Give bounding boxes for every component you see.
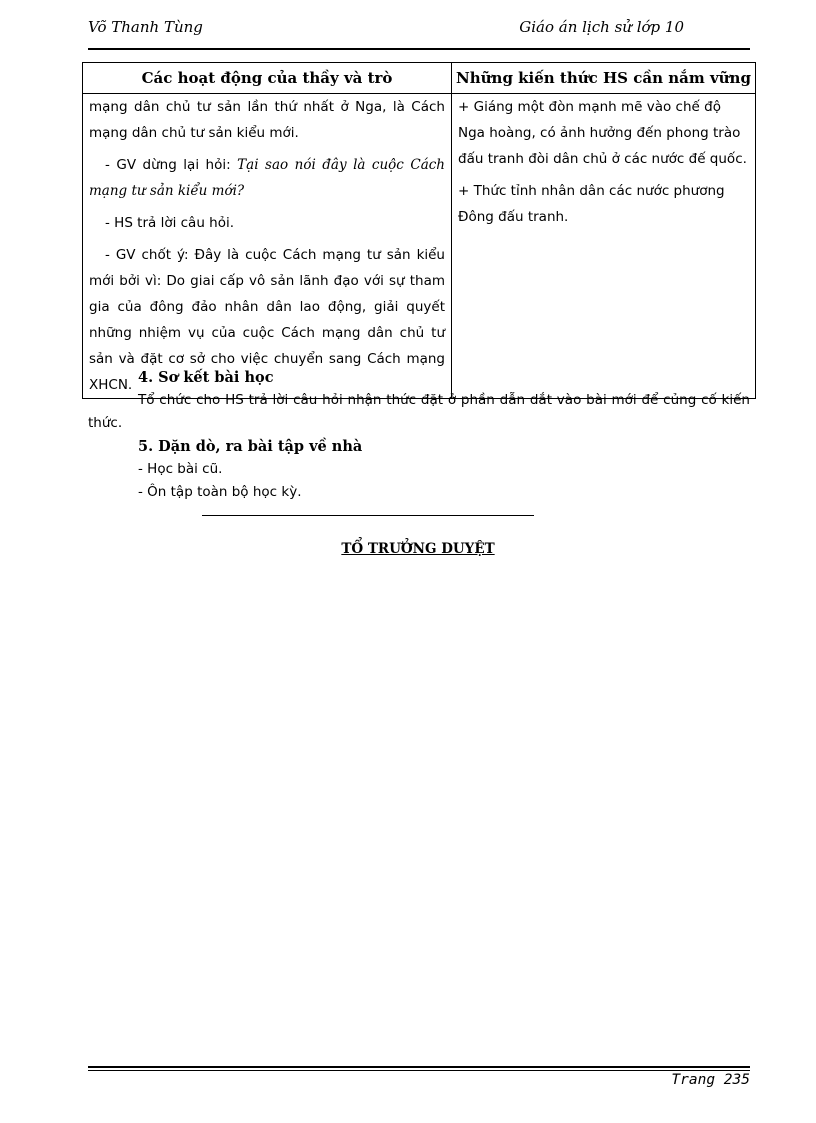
- table-header-row: [83, 63, 756, 94]
- section-4-text: Tổ chức cho HS trả lời câu hỏi nhận thức đặt ở phần dẫn dắt vào bài mới để củng cố kiến thức.: [88, 392, 750, 431]
- knowledge-point-1: + Giáng một đòn mạnh mẽ vào chế độ Nga hoàng, có ảnh hưởng đến phong trào đấu tranh đòi dân chủ ở các nước đế quốc.: [458, 99, 747, 167]
- activities-cell: [83, 94, 452, 399]
- knowledge-cell: [452, 94, 756, 399]
- knowledge-point-2: + Thức tỉnh nhân dân các nước phương Đông đấu tranh.: [458, 183, 725, 225]
- approval-block: [0, 538, 816, 557]
- homework-item-1: - Học bài cũ.: [138, 461, 223, 477]
- lesson-table: [82, 62, 756, 399]
- page-header: [88, 14, 750, 50]
- activity-paragraph-3: - HS trả lời câu hỏi.: [105, 215, 235, 231]
- activity-question: [89, 152, 445, 204]
- question-prefix: - GV dừng lại hỏi:: [105, 157, 238, 173]
- author-name: Võ Thanh Tùng: [88, 18, 203, 36]
- question-text: Tại sao nói đây là cuộc Cách mạng tư sản kiểu mới?: [89, 157, 445, 199]
- document-title: Giáo án lịch sử lớp 10: [519, 18, 684, 36]
- activity-paragraph-4: - GV chốt ý: Đây là cuộc Cách mạng tư sản kiểu mới bởi vì: Do giai cấp vô sản lãnh đạo với sự tham gia của đông đảo nhân dân lao động, giải quyết những nhiệm vụ của cuộc Cách mạng dân chủ tư sản và đặt cơ sở cho việc chuyển sang Cách mạng XHCN.: [89, 247, 445, 393]
- homework-item-2: - Ôn tập toàn bộ học kỳ.: [138, 484, 302, 500]
- activity-paragraph-1: mạng dân chủ tư sản lần thứ nhất ở Nga, là Cách mạng dân chủ tư sản kiểu mới.: [89, 99, 445, 141]
- footer-divider-thin: [88, 1070, 750, 1071]
- page-number: Trang 235: [671, 1072, 750, 1088]
- table-row: [83, 94, 756, 399]
- lesson-body: [88, 366, 750, 504]
- footer-divider-thick: [88, 1066, 750, 1068]
- section-4-title: 4. Sơ kết bài học: [138, 369, 274, 386]
- column-header-activities: Các hoạt động của thầy và trò: [83, 63, 452, 94]
- column-header-knowledge: Những kiến thức HS cần nắm vững: [452, 63, 756, 94]
- divider: [202, 515, 534, 516]
- approval-title: TỔ TRƯỞNG DUYỆT: [341, 541, 495, 557]
- section-5-title: 5. Dặn dò, ra bài tập về nhà: [138, 438, 363, 455]
